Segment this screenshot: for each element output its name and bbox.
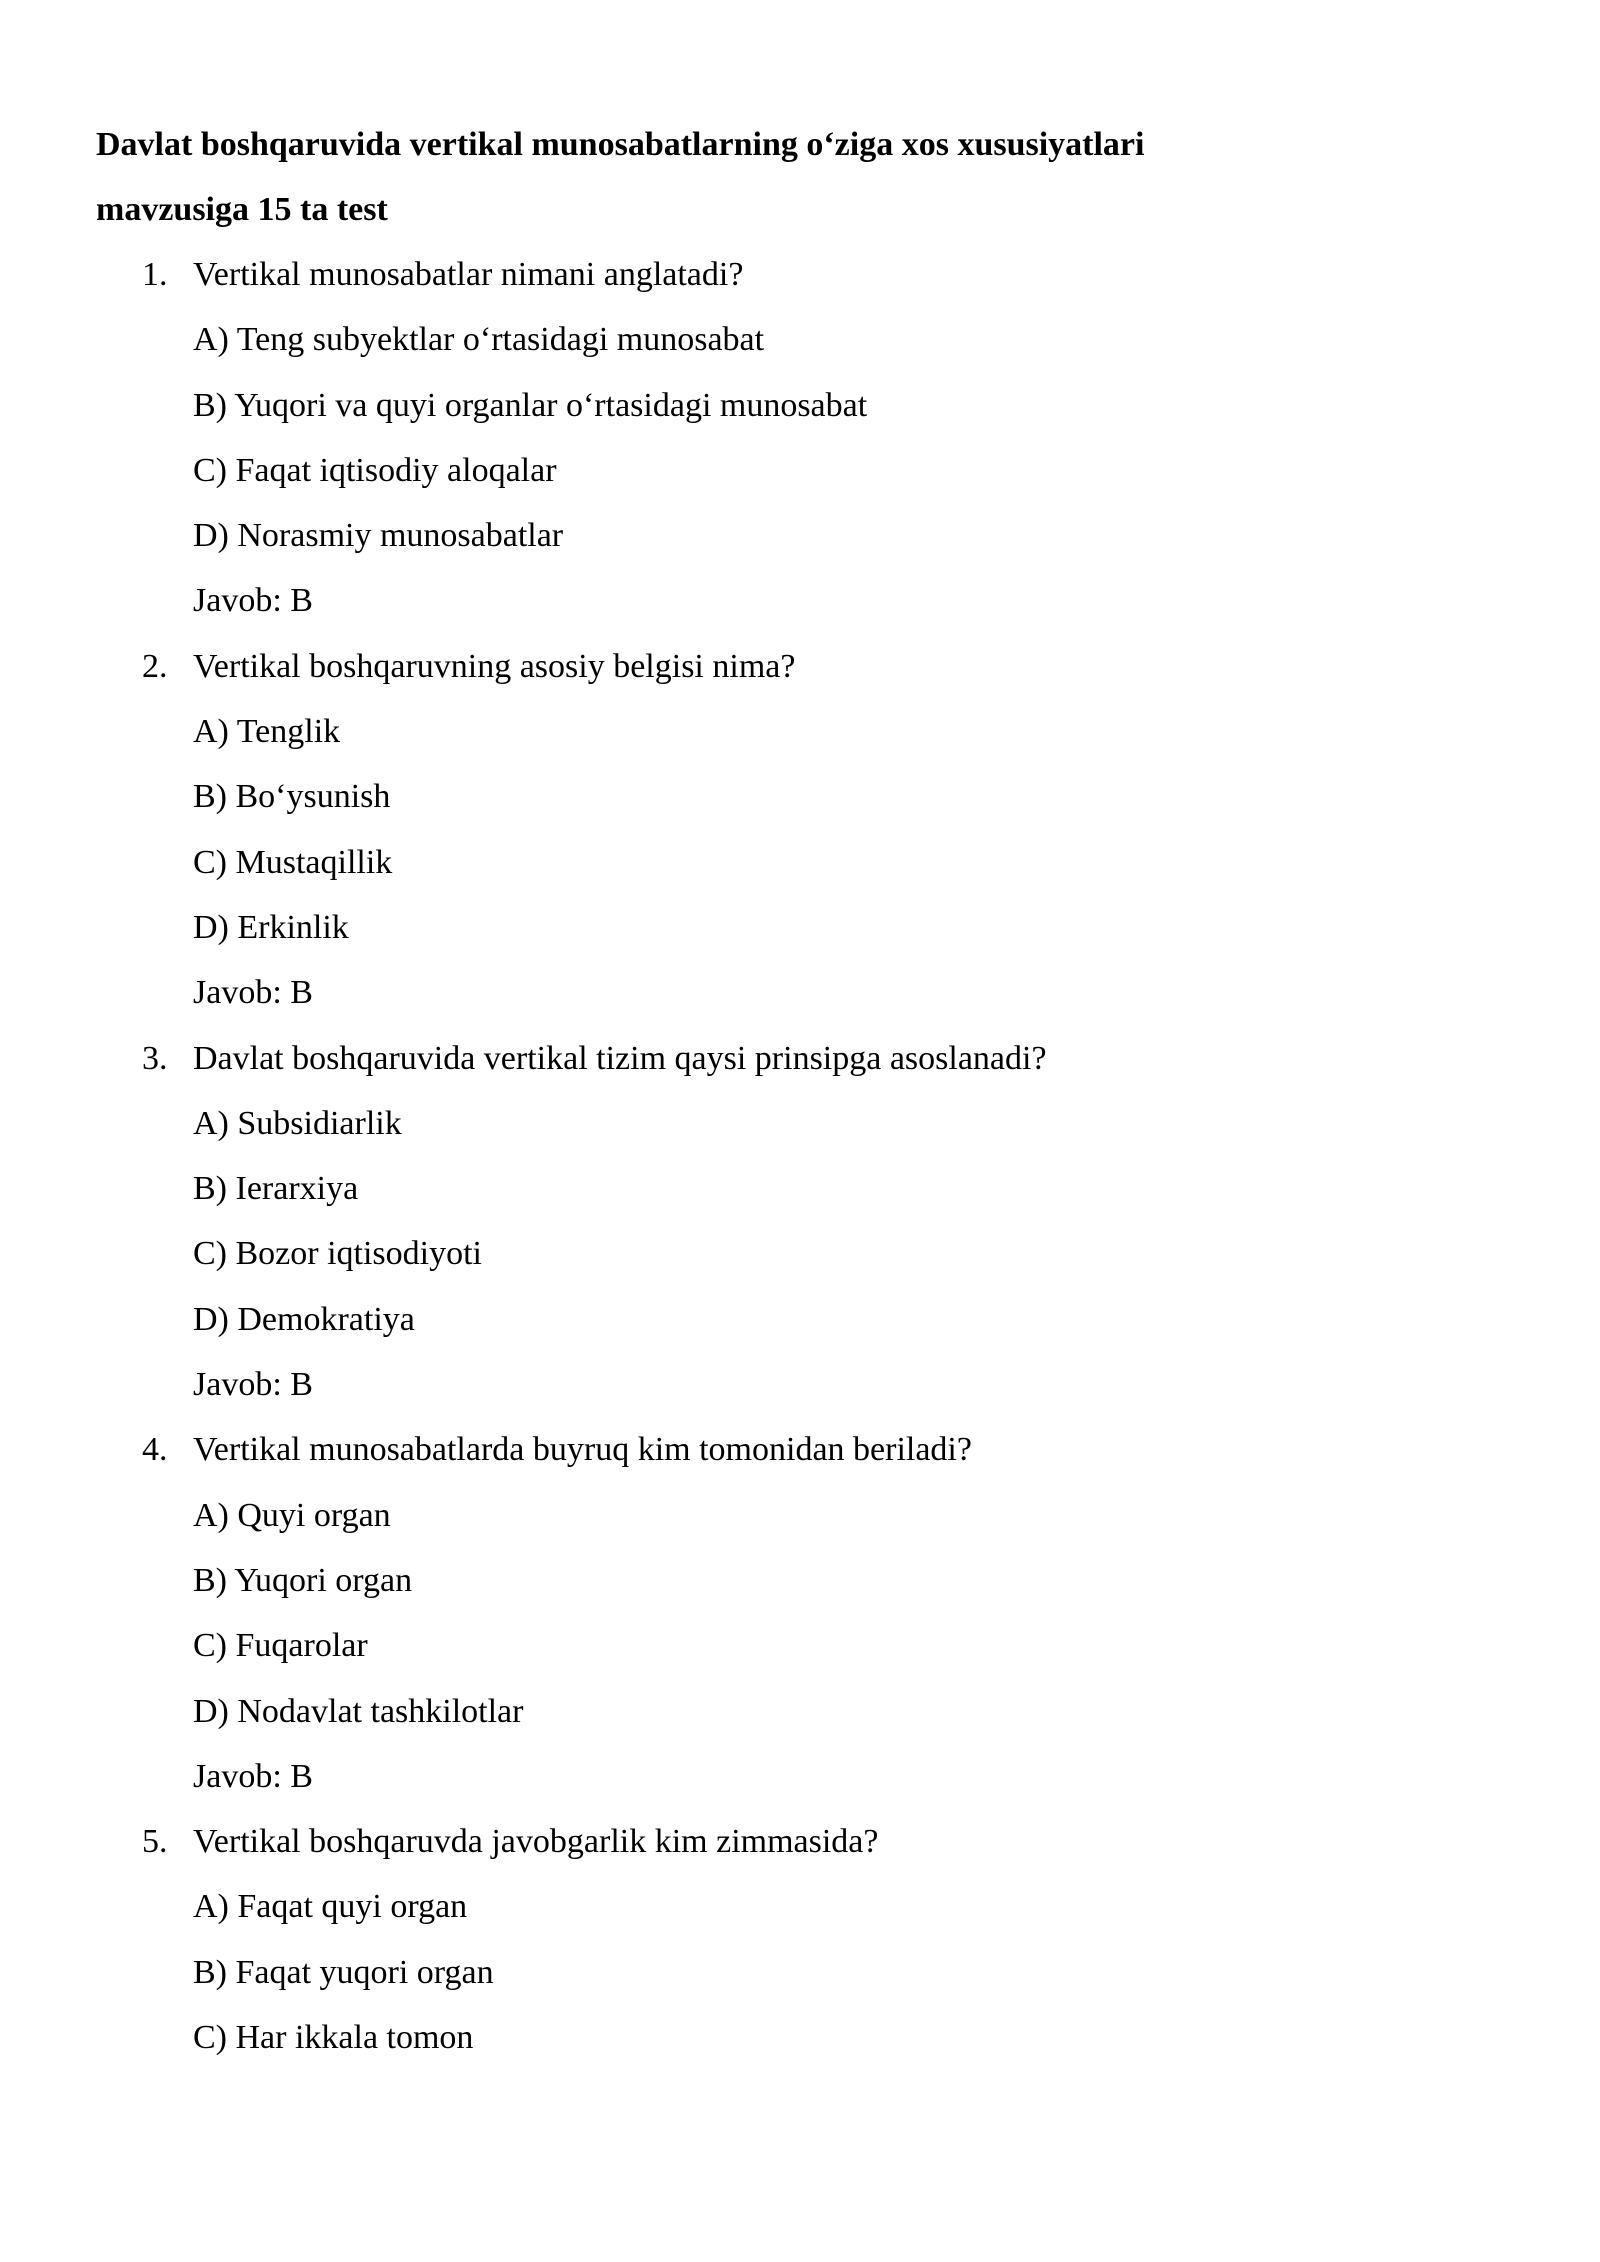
question-number: 4. <box>142 1431 168 1469</box>
question-item-1 <box>0 242 1600 634</box>
answer-text: Javob: B <box>193 974 313 1012</box>
title-line-2: mavzusiga 15 ta test <box>96 191 388 228</box>
answer-text: Javob: B <box>193 1366 313 1404</box>
option-d: D) Norasmiy munosabatlar <box>193 517 564 555</box>
answer-text: Javob: B <box>193 582 313 620</box>
question-text: Vertikal munosabatlar nimani anglatadi? <box>193 256 744 293</box>
question-list <box>0 242 1600 2070</box>
question-item-4 <box>0 1417 1600 1809</box>
option-line <box>0 373 1600 438</box>
option-c: C) Mustaqillik <box>193 843 393 881</box>
answer-line <box>0 1352 1600 1417</box>
question-text: Davlat boshqaruvida vertikal tizim qaysi prinsipga asoslanadi? <box>193 1039 1047 1077</box>
option-line <box>0 1613 1600 1678</box>
option-d: D) Erkinlik <box>193 908 349 946</box>
option-line <box>0 1679 1600 1744</box>
option-line <box>0 1940 1600 2005</box>
question-text: Vertikal munosabatlarda buyruq kim tomonidan beriladi? <box>193 1431 972 1469</box>
option-c: C) Faqat iqtisodiy aloqalar <box>193 451 557 489</box>
answer-line <box>0 568 1600 633</box>
option-line <box>0 764 1600 829</box>
option-line <box>0 438 1600 503</box>
answer-text: Javob: B <box>193 1757 313 1795</box>
option-c: C) Har ikkala tomon <box>193 2019 474 2057</box>
option-d: D) Demokratiya <box>193 1300 415 1338</box>
question-line <box>0 1809 1600 1874</box>
option-a: A) Quyi organ <box>193 1496 391 1534</box>
option-line <box>0 1156 1600 1221</box>
question-line <box>0 242 1600 307</box>
option-a: A) Tenglik <box>193 713 341 751</box>
option-b: B) Bo‘ysunish <box>193 778 391 816</box>
question-number: 2. <box>142 647 168 685</box>
question-item-3 <box>0 1026 1600 1418</box>
question-line <box>0 1417 1600 1482</box>
option-line <box>0 503 1600 568</box>
option-line <box>0 1548 1600 1613</box>
option-b: B) Yuqori organ <box>193 1561 413 1599</box>
option-line <box>0 1091 1600 1156</box>
title-line-1: Davlat boshqaruvida vertikal munosabatlarning o‘ziga xos xususiyatlari <box>96 126 1145 163</box>
option-line <box>0 307 1600 372</box>
option-line <box>0 699 1600 764</box>
answer-line <box>0 1744 1600 1809</box>
option-line <box>0 830 1600 895</box>
option-line <box>0 1483 1600 1548</box>
option-c: C) Fuqarolar <box>193 1627 368 1665</box>
question-text: Vertikal boshqaruvda javobgarlik kim zimmasida? <box>193 1823 879 1861</box>
question-text: Vertikal boshqaruvning asosiy belgisi nima? <box>193 647 796 685</box>
document-title <box>96 112 1496 242</box>
option-b: B) Faqat yuqori organ <box>193 1953 494 1991</box>
option-line <box>0 2005 1600 2070</box>
answer-line <box>0 960 1600 1025</box>
option-c: C) Bozor iqtisodiyoti <box>193 1235 482 1273</box>
option-a: A) Subsidiarlik <box>193 1104 402 1142</box>
question-line <box>0 634 1600 699</box>
question-item-2 <box>0 634 1600 1026</box>
question-number: 3. <box>142 1039 168 1077</box>
option-b: B) Yuqori va quyi organlar o‘rtasidagi munosabat <box>193 386 868 424</box>
question-line <box>0 1026 1600 1091</box>
option-line <box>0 1874 1600 1939</box>
option-line <box>0 1221 1600 1286</box>
question-number: 5. <box>142 1823 168 1861</box>
option-a: A) Faqat quyi organ <box>193 1888 468 1926</box>
question-item-5 <box>0 1809 1600 2070</box>
option-d: D) Nodavlat tashkilotlar <box>193 1692 524 1730</box>
option-a: A) Teng subyektlar o‘rtasidagi munosabat <box>193 321 765 359</box>
option-line <box>0 895 1600 960</box>
option-b: B) Ierarxiya <box>193 1170 359 1208</box>
option-line <box>0 1287 1600 1352</box>
question-number: 1. <box>142 256 168 293</box>
